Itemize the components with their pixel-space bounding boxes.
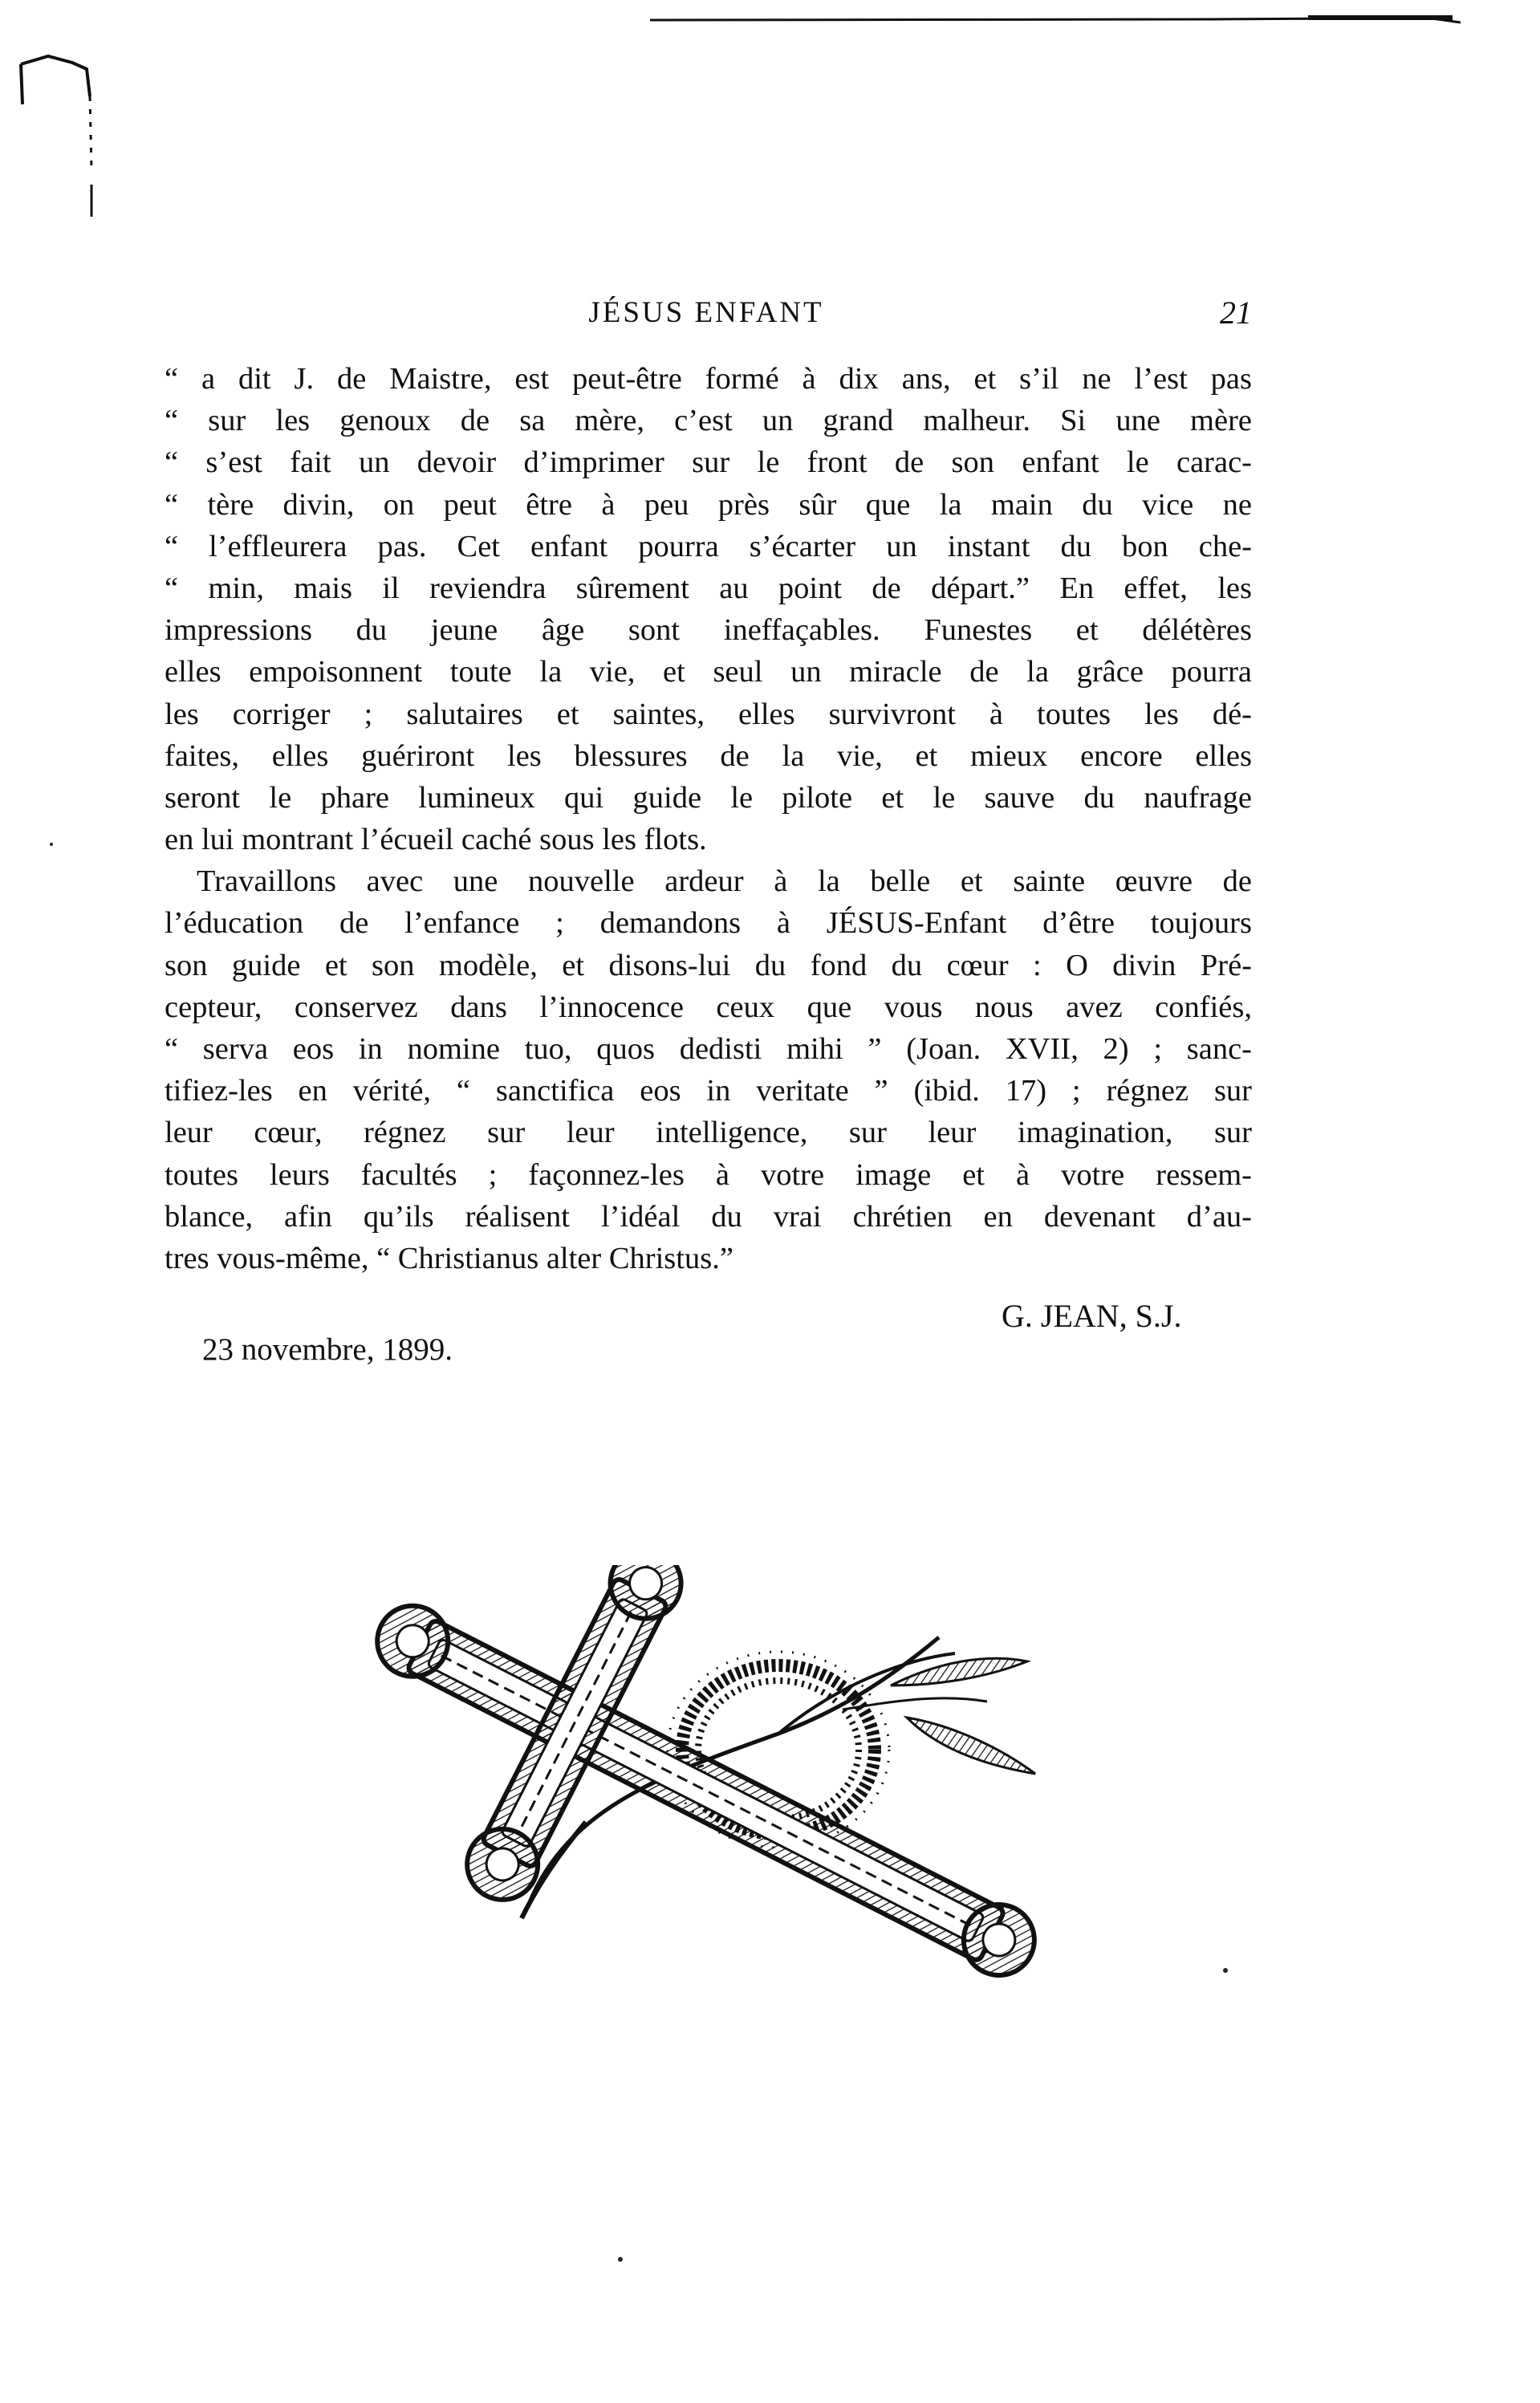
text-line: “ tère divin, on peut être à peu près sûr que la main du vice ne bbox=[165, 487, 1252, 522]
text-line: tres vous-même, “ Christianus alter Christus.” bbox=[165, 1241, 733, 1275]
cross-with-crown-of-thorns-icon bbox=[329, 1565, 1083, 2047]
text-line: leur cœur, régnez sur leur intelligence, sur leur imagination, sur bbox=[165, 1116, 1252, 1150]
text-line: “ a dit J. de Maistre, est peut-être formé à dix ans, et s’il ne l’est pas bbox=[165, 362, 1252, 396]
text-line: faites, elles guériront les blessures de la vie, et mieux encore elles bbox=[165, 738, 1252, 773]
scan-edge-line bbox=[650, 14, 1461, 26]
text-line: tifiez-les en vérité, “ sanctifica eos in veritate ” (ibid. 17) ; régnez sur bbox=[165, 1074, 1252, 1108]
text-line: “ min, mais il reviendra sûrement au point de départ.” En effet, les bbox=[165, 571, 1252, 605]
text-line: seront le phare lumineux qui guide le pilote et le sauve du naufrage bbox=[165, 780, 1252, 815]
date-line: 23 novembre, 1899. bbox=[202, 1332, 453, 1367]
scan-corner-mark bbox=[16, 48, 96, 217]
text-line: toutes leurs facultés ; façonnez-les à votre image et à votre ressem- bbox=[165, 1157, 1252, 1192]
text-line: elles empoisonnent toute la vie, et seul un miracle de la grâce pourra bbox=[165, 655, 1252, 689]
scan-speck bbox=[1223, 1968, 1228, 1973]
text-line: blance, afin qu’ils réalisent l’idéal du vrai chrétien en devenant d’au- bbox=[165, 1199, 1252, 1234]
body-text bbox=[165, 358, 1252, 1279]
text-line: “ serva eos in nomine tuo, quos dedisti mihi ” (Joan. XVII, 2) ; sanc- bbox=[165, 1032, 1252, 1066]
text-line: impressions du jeune âge sont ineffaçables. Funestes et délétères bbox=[165, 613, 1252, 648]
author-signature: G. JEAN, S.J. bbox=[1002, 1298, 1182, 1334]
running-title: JÉSUS ENFANT bbox=[588, 296, 824, 329]
text-line: cepteur, conservez dans l’innocence ceux que vous nous avez confiés, bbox=[165, 990, 1252, 1024]
text-line: en lui montrant l’écueil caché sous les flots. bbox=[165, 823, 707, 857]
page-number: 21 bbox=[1220, 295, 1252, 331]
text-line: les corriger ; salutaires et saintes, elles survivront à toutes les dé- bbox=[165, 697, 1252, 731]
text-line: “ l’effleurera pas. Cet enfant pourra s’écarter un instant du bon che- bbox=[165, 529, 1252, 563]
text-line: “ s’est fait un devoir d’imprimer sur le front de son enfant le carac- bbox=[165, 445, 1252, 480]
text-line: Travaillons avec une nouvelle ardeur à la belle et sainte œuvre de bbox=[197, 864, 1252, 899]
text-line: “ sur les genoux de sa mère, c’est un grand malheur. Si une mère bbox=[165, 404, 1252, 438]
text-line: l’éducation de l’enfance ; demandons à JÉSUS-Enfant d’être toujours bbox=[165, 906, 1252, 941]
text-line: son guide et son modèle, et disons-lui du fond du cœur : O divin Pré- bbox=[165, 948, 1252, 982]
scan-speck bbox=[618, 2257, 623, 2262]
running-head bbox=[161, 291, 1252, 335]
scan-speck bbox=[50, 843, 53, 846]
